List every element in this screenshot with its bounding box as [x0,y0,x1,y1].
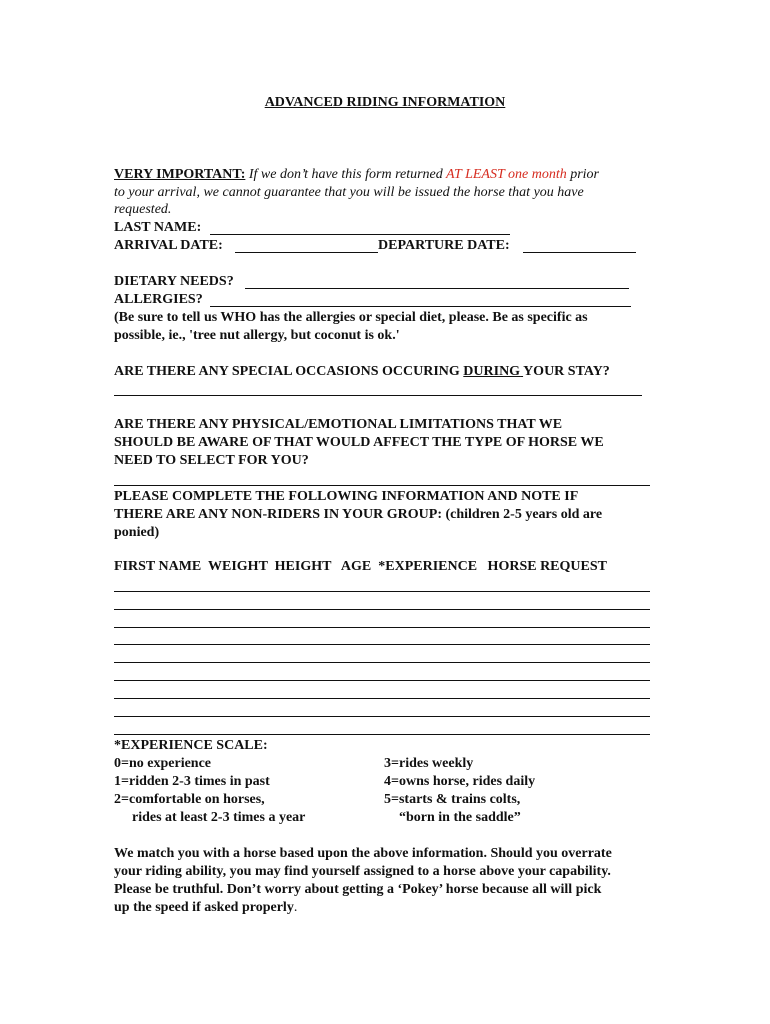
group-table-row[interactable] [114,609,650,610]
group-info-line-1: PLEASE COMPLETE THE FOLLOWING INFORMATION AND NOTE IF [114,489,579,504]
limitations-question-line-3: NEED TO SELECT FOR YOU? [114,453,309,468]
group-table-row[interactable] [114,662,650,663]
group-table-row[interactable] [114,644,650,645]
group-table-row[interactable] [114,591,650,592]
group-table-row[interactable] [114,698,650,699]
closing-line-2: your riding ability, you may find yourself assigned to a horse above your capability. [114,864,611,879]
important-label: VERY IMPORTANT: [114,167,246,182]
departure-date-label: DEPARTURE DATE: [378,238,510,253]
allergy-note-line-1: (Be sure to tell us WHO has the allergies or special diet, please. Be as specific as [114,310,588,325]
last-name-field[interactable] [210,234,510,235]
departure-date-field[interactable] [523,252,636,253]
experience-level-1: 1=ridden 2-3 times in past [114,774,270,789]
experience-level-4: 4=owns horse, rides daily [384,774,536,789]
group-table-row[interactable] [114,716,650,717]
closing-line-1: We match you with a horse based upon the above information. Should you overrate [114,846,612,861]
allergies-field[interactable] [210,306,631,307]
dietary-needs-label: DIETARY NEEDS? [114,274,234,289]
group-table-row[interactable] [114,734,650,735]
experience-level-2-continued: rides at least 2-3 times a year [132,810,306,825]
group-table-row[interactable] [114,680,650,681]
group-table-header: FIRST NAME WEIGHT HEIGHT AGE *EXPERIENCE HORSE REQUEST [114,559,607,574]
important-highlight: AT LEAST one month [446,167,567,182]
occasions-text-before: ARE THERE ANY SPECIAL OCCASIONS OCCURING [114,364,460,379]
last-name-label: LAST NAME: [114,220,202,235]
important-text-a: If we don’t have this form returned [248,167,443,182]
experience-level-5-continued: “born in the saddle” [399,810,521,825]
limitations-question-line-2: SHOULD BE AWARE OF THAT WOULD AFFECT THE TYPE OF HORSE WE [114,435,604,450]
occasions-text-after: YOUR STAY? [523,364,610,379]
group-info-line-2: THERE ARE ANY NON-RIDERS IN YOUR GROUP: (children 2-5 years old are [114,507,603,522]
important-notice-line-3: requested. [114,202,172,217]
special-occasions-field[interactable] [114,395,642,396]
experience-level-3: 3=rides weekly [384,756,474,771]
arrival-date-label: ARRIVAL DATE: [114,238,223,253]
experience-level-0: 0=no experience [114,756,212,771]
experience-scale-heading: *EXPERIENCE SCALE: [114,738,268,753]
closing-line-4-text: up the speed if asked properly [114,900,294,915]
occasions-text-during: DURING [463,364,521,379]
group-info-line-3: ponied) [114,525,160,540]
experience-level-5: 5=starts & trains colts, [384,792,521,807]
allergy-note-line-2: possible, ie., 'tree nut allergy, but coconut is ok.' [114,328,400,343]
important-notice-line-1 [114,166,599,184]
page-title: ADVANCED RIDING INFORMATION [264,95,506,110]
dietary-needs-field[interactable] [245,288,629,289]
arrival-date-field[interactable] [235,252,378,253]
important-text-b: prior [570,167,600,182]
group-table-row[interactable] [114,627,650,628]
important-notice-line-2: to your arrival, we cannot guarantee that you will be issued the horse that you have [114,185,584,200]
closing-line-4-period: . [293,900,298,915]
limitations-question-line-1: ARE THERE ANY PHYSICAL/EMOTIONAL LIMITATIONS THAT WE [114,417,563,432]
allergies-label: ALLERGIES? [114,292,203,307]
special-occasions-question [114,363,610,381]
closing-line-3: Please be truthful. Don’t worry about getting a ‘Pokey’ horse because all will pick [114,882,602,897]
experience-level-2: 2=comfortable on horses, [114,792,265,807]
limitations-field[interactable] [114,485,650,486]
closing-line-4 [114,899,297,917]
